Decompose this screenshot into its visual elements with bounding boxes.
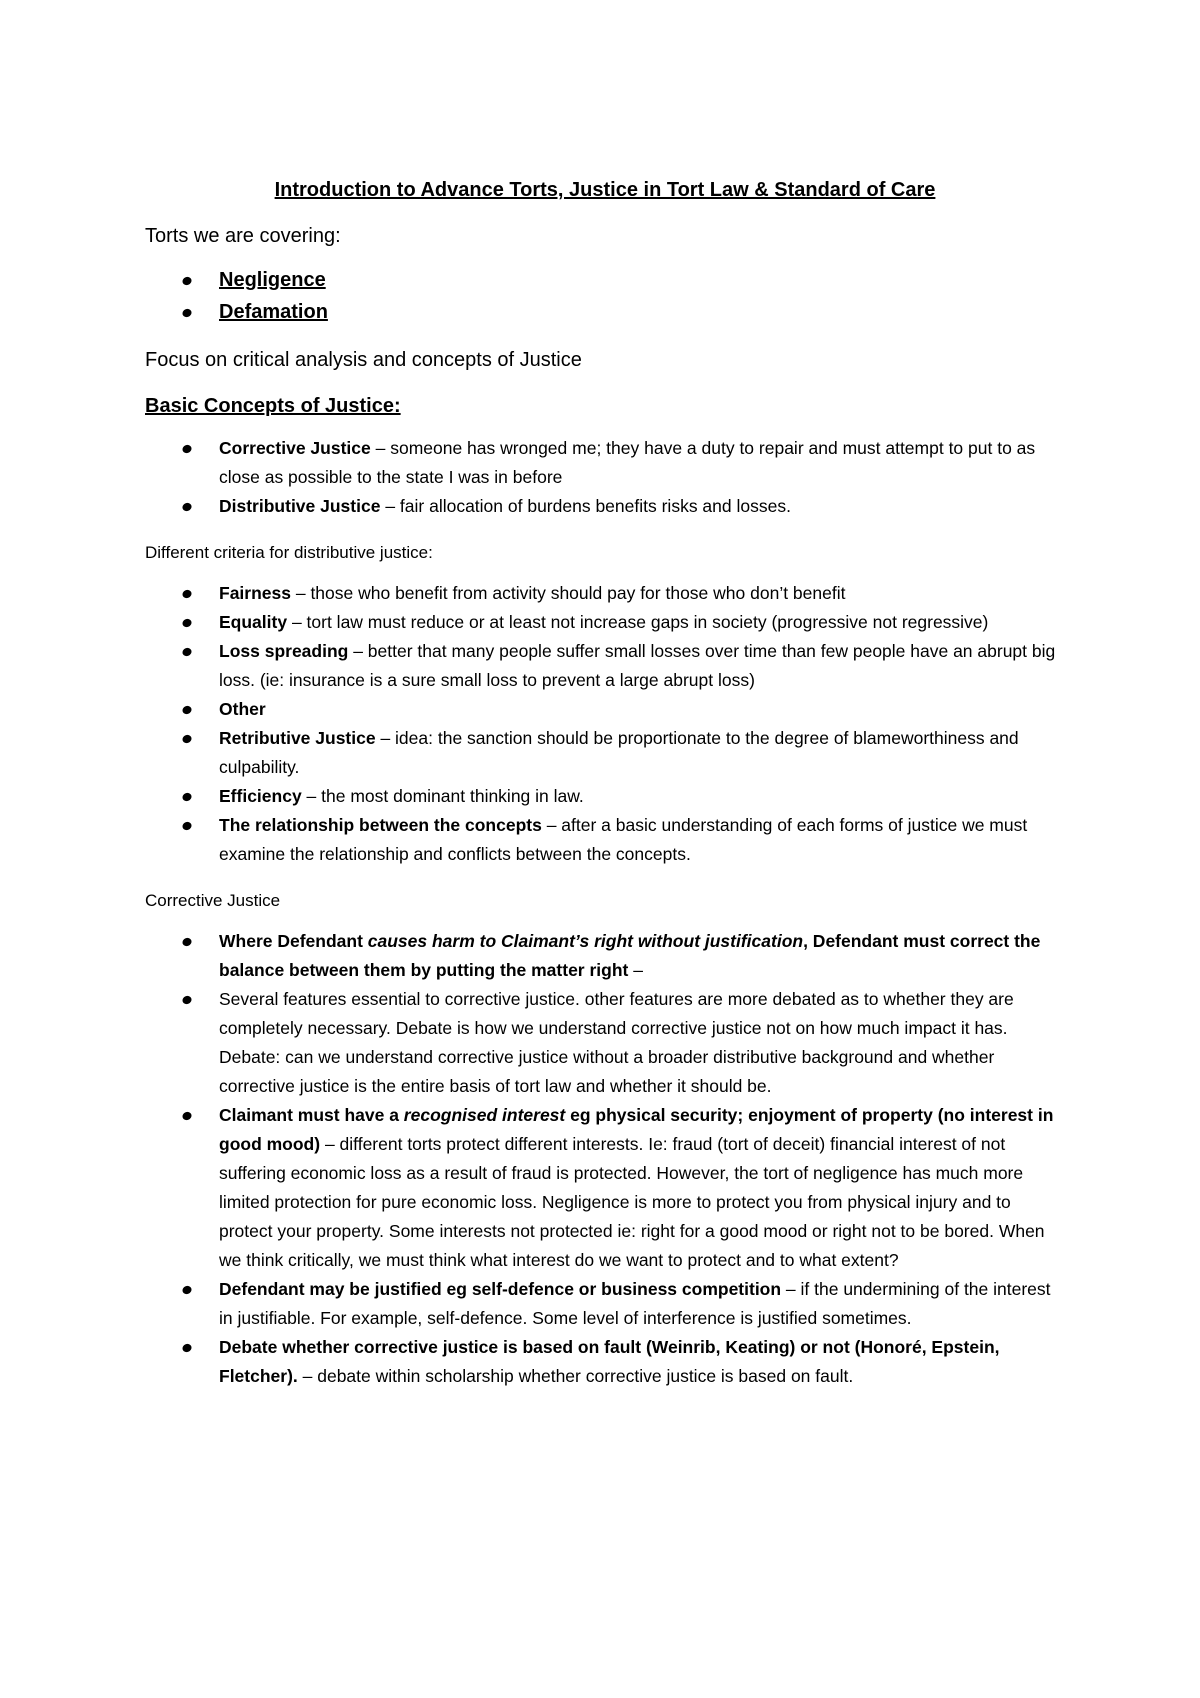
bullet-icon [181, 618, 192, 629]
list-item [145, 637, 1065, 695]
tort-defamation: Defamation [219, 301, 328, 323]
bullet-icon [181, 589, 192, 600]
term: The relationship between the concepts [219, 815, 542, 835]
term: Other [219, 699, 266, 719]
focus-statement: Focus on critical analysis and concepts of Justice [145, 349, 582, 371]
list-item [145, 264, 1065, 296]
plain-text: – if the undermining of the interest in justifiable. For example, self-defence. Some level of interference is justified sometimes. [219, 1279, 1051, 1328]
document-title: Introduction to Advance Torts, Justice in Tort Law & Standard of Care [274, 179, 936, 201]
bullet-icon [181, 502, 192, 513]
torts-intro: Torts we are covering: [145, 225, 341, 247]
bold-italic-text: causes harm to Claimant’s right without justification [367, 931, 804, 951]
bullet-icon [181, 1285, 192, 1296]
list-item [145, 492, 1065, 521]
basic-concepts-list [145, 434, 1065, 521]
corrective-justice-list [145, 927, 1065, 1391]
definition: – someone has wronged me; they have a duty to repair and must attempt to put to as close as possible to the state I was in before [219, 438, 1036, 487]
bullet-icon [181, 995, 192, 1006]
term: Corrective Justice [219, 438, 371, 458]
term: Loss spreading [219, 641, 349, 661]
list-item [145, 1275, 1065, 1333]
bullet-icon [181, 792, 192, 803]
criteria-list [145, 579, 1065, 869]
bullet-icon [181, 308, 192, 319]
torts-list [145, 264, 1065, 328]
list-item [145, 724, 1065, 782]
list-item [145, 1101, 1065, 1275]
term: Fairness [219, 583, 291, 603]
term: Retributive Justice [219, 728, 376, 748]
definition: – tort law must reduce or at least not increase gaps in society (progressive not regressive) [287, 612, 989, 632]
plain-text: – [628, 960, 643, 980]
list-item [145, 434, 1065, 492]
basic-concepts-heading: Basic Concepts of Justice: [145, 395, 401, 417]
bold-text: Defendant may be justified eg self-defence or business competition [219, 1279, 782, 1299]
term: Equality [219, 612, 288, 632]
bold-italic-text: recognised interest [403, 1105, 566, 1125]
list-item [145, 927, 1065, 985]
term: Efficiency [219, 786, 302, 806]
list-item [145, 782, 1065, 811]
list-item [145, 608, 1065, 637]
definition: – those who benefit from activity should pay for those who don’t benefit [290, 583, 846, 603]
definition: – the most dominant thinking in law. [301, 786, 584, 806]
list-item [145, 811, 1065, 869]
bold-text: Claimant must have a [219, 1105, 404, 1125]
bullet-icon [181, 276, 192, 287]
term: Distributive Justice [219, 496, 381, 516]
bullet-icon [181, 821, 192, 832]
list-item [145, 579, 1065, 608]
criteria-heading: Different criteria for distributive justice: [145, 543, 433, 562]
plain-text: – debate within scholarship whether corrective justice is based on fault. [297, 1366, 854, 1386]
definition: – idea: the sanction should be proportionate to the degree of blameworthiness and culpability. [219, 728, 1019, 777]
bold-text: Debate whether corrective justice is based on fault (Weinrib, Keating) or not (Honoré, Epstein, Fletcher). [219, 1337, 1000, 1386]
bold-text: , Defendant must correct the balance between them by putting the matter right [219, 931, 1041, 980]
bullet-icon [181, 705, 192, 716]
list-item [145, 296, 1065, 328]
bullet-icon [181, 444, 192, 455]
tort-negligence: Negligence [219, 269, 326, 291]
corrective-justice-heading: Corrective Justice [145, 891, 281, 910]
bullet-icon [181, 1343, 192, 1354]
bullet-icon [181, 734, 192, 745]
bullet-icon [181, 1111, 192, 1122]
plain-text: Several features essential to corrective justice. other features are more debated as to whether they are completely necessary. Debate is how we understand corrective justice not on how much impact it has. Debate: can we understand corrective justice without a broader distributive background and whether corrective justice is the entire basis of tort law and whether it should be. [219, 989, 1014, 1096]
list-item [145, 695, 1065, 724]
plain-text: – different torts protect different interests. Ie: fraud (tort of deceit) financial interest of not suffering economic loss as a result of fraud is protected. However, the tort of negligence has much more limited protection for pure economic loss. Negligence is more to protect you from physical injury and to protect your property. Some interests not protected ie: right for a good mood or right not to be bored. When we think critically, we must think what interest do we want to protect and to what extent? [219, 1134, 1045, 1270]
bold-text: Where Defendant [219, 931, 368, 951]
definition: – fair allocation of burdens benefits risks and losses. [380, 496, 791, 516]
document-body [145, 176, 1065, 1391]
bullet-icon [181, 647, 192, 658]
bullet-icon [181, 937, 192, 948]
list-item [145, 985, 1065, 1101]
definition: – after a basic understanding of each forms of justice we must examine the relationship and conflicts between the concepts. [219, 815, 1028, 864]
definition: – better that many people suffer small losses over time than few people have an abrupt big loss. (ie: insurance is a sure small loss to prevent a large abrupt loss) [219, 641, 1056, 690]
bold-text: eg physical security; enjoyment of property (no interest in good mood) [219, 1105, 1054, 1154]
list-item [145, 1333, 1065, 1391]
